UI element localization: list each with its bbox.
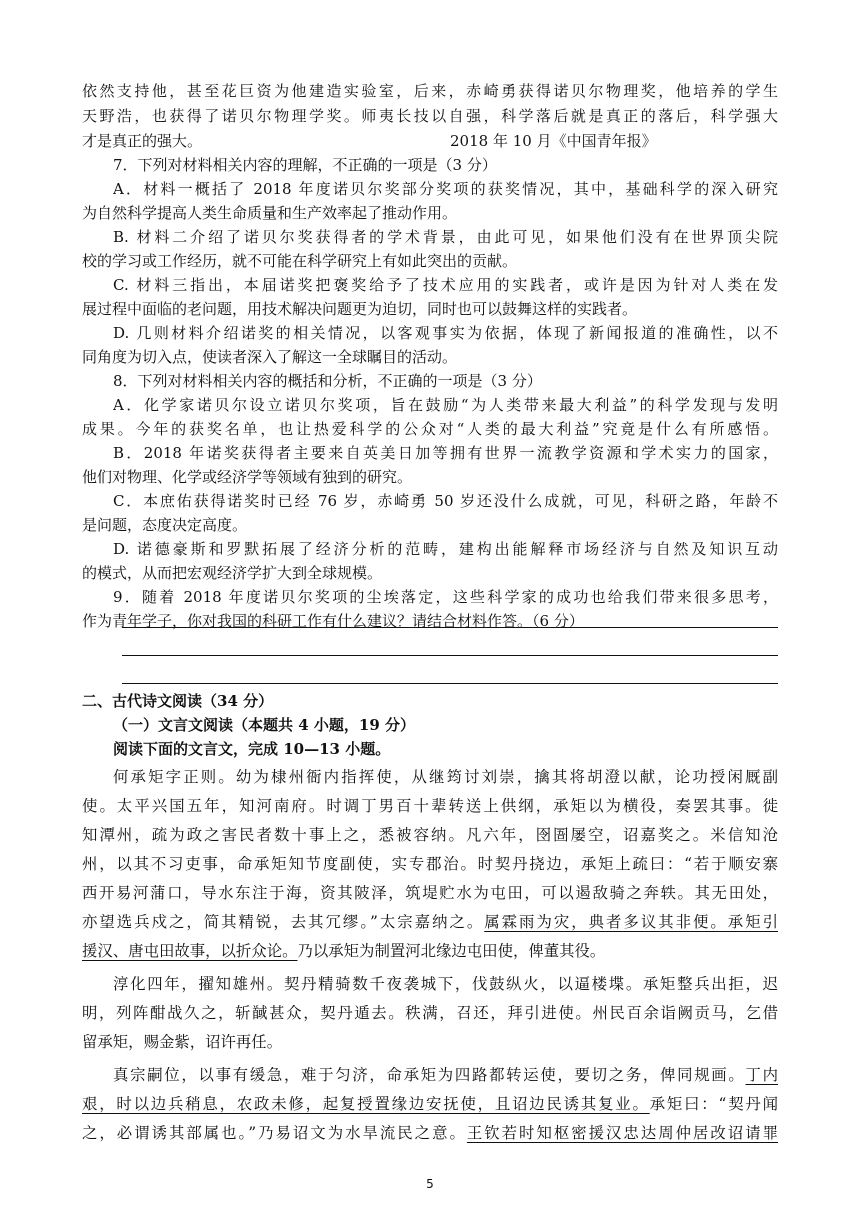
question-8-option-c-cont: 是问题，态度决定高度。	[82, 516, 248, 534]
material-line: 才是真正的强大。	[82, 132, 203, 150]
question-8-stem: 8．下列对材料相关内容的概括和分析，不正确的一项是（3 分）	[113, 372, 542, 390]
answer-line[interactable]	[122, 683, 778, 684]
passage-line: 州，以其不习吏事，命承矩知节度副使，实专郡治。时契丹挠边，承矩上疏曰：“若于顺安寨	[82, 855, 778, 873]
passage-line: 留承矩，赐金紫，诏许再任。	[82, 1033, 283, 1051]
question-9-stem: 9．随着 2018 年度诺贝尔奖项的尘埃落定，这些科学家的成功也给我们带来很多思考，	[113, 588, 778, 606]
question-9-stem-cont: 作为青年学子，你对我国的科研工作有什么建议？请结合材料作答。（6 分）	[82, 612, 584, 630]
question-7-option-d-cont: 同角度为切入点，使读者深入了解这一全球瞩目的活动。	[82, 348, 458, 366]
passage-line	[113, 1064, 778, 1086]
question-8-option-c: C．本庶佑获得诺奖时已经 76 岁，赤崎勇 50 岁还没什么成就，可见，科研之路，年龄不	[113, 492, 778, 510]
passage-text: 承矩曰：“契丹闻	[649, 1095, 778, 1113]
underlined-sentence: 援汉、唐屯田故事，以折众论。	[82, 942, 298, 960]
question-8-option-d-cont: 的模式，从而把宏观经济学扩大到全球规模。	[82, 564, 383, 582]
passage-text: 乃以承矩为制置河北缘边屯田使，俾董其役。	[297, 942, 606, 960]
question-7-option-c-cont: 展过程中面临的老问题，用技术解决问题更为迫切，同时也可以鼓舞这样的实践者。	[82, 300, 638, 318]
passage-line	[82, 911, 778, 933]
passage-line: 淳化四年，擢知雄州。契丹精骑数千夜袭城下，伐鼓纵火，以逼楼堞。承矩整兵出拒，迟	[113, 975, 778, 993]
underlined-sentence: 艰，时以边兵稍息，农政未修，起复授置缘边安抚使，且诏边民诱其复业。	[82, 1095, 650, 1113]
question-7-option-b: B. 材料二介绍了诺贝尔奖获得者的学术背景，由此可见，如果他们没有在世界顶尖院	[113, 228, 778, 246]
passage-line	[82, 1122, 778, 1144]
question-7-option-b-cont: 校的学习或工作经历，就不可能在科学研究上有如此突出的贡献。	[82, 252, 518, 270]
passage-line: 明，列阵酣战久之，斩馘甚众，契丹遁去。秩满，召还，拜引进使。州民百余诣阙贡马，乞借	[82, 1004, 778, 1022]
material-source: 2018 年 10 月《中国青年报》	[450, 132, 657, 150]
question-7-option-a-cont: 为自然科学提高人类生命质量和生产效率起了推动作用。	[82, 204, 458, 222]
underlined-sentence: 属霖雨为灾，典者多议其非便。承矩引	[484, 913, 778, 931]
passage-text: 之，必谓诱其部属也。”乃易诏文为水旱流民之意。	[82, 1124, 467, 1142]
question-7-option-d: D. 几则材料介绍诺奖的相关情况，以客观事实为依据，体现了新闻报道的准确性，以不	[113, 324, 778, 342]
passage-line: 知潭州，疏为政之害民者数十事上之，悉被容纳。凡六年，囹圄屡空，诏嘉奖之。米信知沧	[82, 826, 778, 844]
page-number: 5	[426, 1177, 434, 1191]
question-8-option-b-cont: 他们对物理、化学或经济学等领域有独到的研究。	[82, 468, 413, 486]
question-8-option-d: D. 诺德豪斯和罗默拓展了经济分析的范畴，建构出能解释市场经济与自然及知识互动	[113, 540, 778, 558]
question-7-stem: 7．下列对材料相关内容的理解，不正确的一项是（3 分）	[113, 156, 497, 174]
material-line: 依然支持他，甚至花巨资为他建造实验室，后来，赤崎勇获得诺贝尔物理奖，他培养的学生	[82, 82, 778, 100]
passage-line: 使。太平兴国五年，知河南府。时调丁男百十辈转送上供纲，承矩以为横役，奏罢其事。徙	[82, 797, 778, 815]
answer-line[interactable]	[122, 627, 778, 628]
passage-line: 何承矩字正则。幼为棣州衙内指挥使，从继筠讨刘崇，擒其将胡澄以献，论功授闲厩副	[113, 768, 778, 786]
question-8-option-b: B．2018 年诺奖获得者主要来自英美日加等拥有世界一流教学资源和学术实力的国家，	[113, 444, 778, 462]
section-2-instruction: 阅读下面的文言文，完成 10—13 小题。	[113, 740, 391, 758]
question-7-option-c: C. 材料三指出，本届诺奖把褒奖给予了技术应用的实践者，或许是因为针对人类在发	[113, 276, 778, 294]
section-2-subtitle: （一）文言文阅读（本题共 4 小题，19 分）	[113, 716, 415, 734]
section-2-title: 二、古代诗文阅读（34 分）	[82, 692, 274, 710]
underlined-sentence: 丁内	[745, 1066, 778, 1084]
passage-line	[82, 940, 778, 962]
question-8-option-a-cont: 成果。今年的获奖名单，也让热爱科学的公众对“人类的最大利益”究竟是什么有所感悟。	[82, 420, 778, 438]
passage-text: 亦望选兵戍之，简其精锐，去其冗缪。”太宗嘉纳之。	[82, 913, 485, 931]
passage-line: 西开易河蒲口，导水东注于海，资其陂泽，筑堤贮水为屯田，可以遏敌骑之奔轶。其无田处，	[82, 884, 778, 902]
answer-line[interactable]	[122, 655, 778, 656]
passage-text: 真宗嗣位，以事有缓急，难于匀济，命承矩为四路都转运使，要切之务，俾同规画。	[113, 1066, 746, 1084]
passage-line	[82, 1093, 778, 1115]
question-8-option-a: A．化学家诺贝尔设立诺贝尔奖项，旨在鼓励“为人类带来最大利益”的科学发现与发明	[113, 396, 778, 414]
underlined-sentence: 王钦若时知枢密援汉忠达周仲居改诏请罪	[466, 1124, 778, 1142]
material-line: 天野浩，也获得了诺贝尔物理学奖。师夷长技以自强，科学落后就是真正的落后，科学强大	[82, 107, 778, 125]
question-7-option-a: A．材料一概括了 2018 年度诺贝尔奖部分奖项的获奖情况，其中，基础科学的深入研究	[113, 180, 778, 198]
